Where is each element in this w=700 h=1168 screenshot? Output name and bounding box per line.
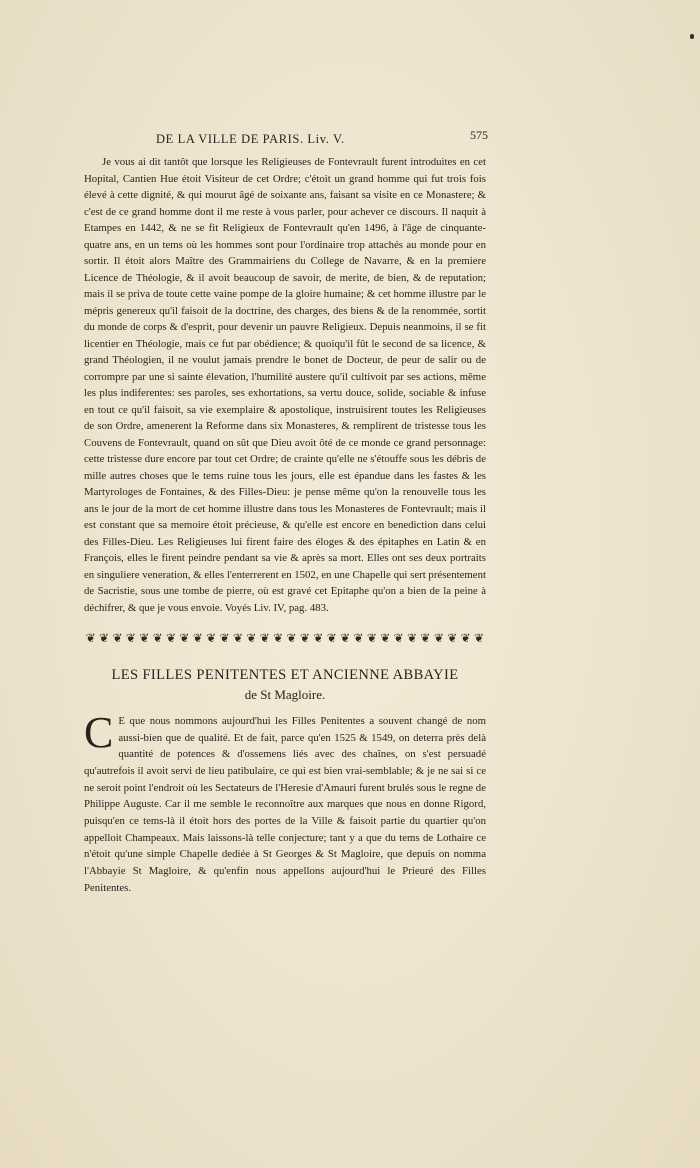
section-title: LES FILLES PENITENTES ET ANCIENNE ABBAYIE: [111, 666, 459, 683]
ornament-flourish-icon: ❦: [313, 630, 324, 645]
ornament-flourish-icon: ❦: [286, 630, 297, 645]
ornament-flourish-icon: ❦: [232, 630, 244, 645]
ornament-flourish-icon: ❦: [273, 630, 284, 645]
ornament-flourish-icon: ❦: [219, 630, 230, 645]
ornament-flourish-icon: ❦: [246, 630, 257, 645]
ornament-flourish-icon: ❦: [433, 630, 444, 645]
ornament-flourish-icon: ❦: [473, 630, 485, 645]
running-title: DE LA VILLE DE PARIS. Liv. V.: [156, 132, 345, 146]
ornament-flourish-icon: ❦: [166, 630, 177, 645]
ornament-flourish-icon: ❦: [85, 630, 96, 645]
ornament-flourish-icon: ❦: [420, 630, 431, 645]
document-page: [84, 128, 486, 897]
ornament-flourish-icon: ❦: [393, 630, 404, 645]
ornament-flourish-icon: ❦: [99, 630, 110, 645]
ornament-flourish-icon: ❦: [353, 630, 364, 645]
page-edge-mark: [690, 34, 694, 39]
drop-cap: C: [84, 707, 114, 757]
ornament-flourish-icon: ❦: [206, 630, 217, 645]
paragraph-filles-penitentes-text: E que nous nommons aujourd'hui les Filles Penitentes a souvent changé de nom aussi-bien que de qualité. Et de fait, parce qu'en 1525 & 1549, on deterra près delà quantité de potences & d'ossemens liés avec des chaînes, on s'est persuadé qu'autrefois il avoit servi de lieu patibulaire, ce qui est bien vrai-semblable; & je ne sai si ce ne seroit point l'endroit où les Sectateurs de l'Heresie d'Amauri furent brulés sous le regne de Philippe Auguste. Car il me semble le reconnoître aux marques que nous en donne Rigord, puisqu'en ce tems-là il étoit hors des portes de la Ville & faisoit partie du quartier qu'on appelloit Champeaux. Mais laissons-là telle conjecture; tant y a que du tems de Lothaire ce n'étoit qu'une simple Chapelle dediée à St Georges & St Magloire, que depuis on nomma l'Abbayie St Magloire, & qu'enfin nous appellons aujourd'hui le Prieuré des Filles Penitentes.: [84, 714, 486, 894]
decorative-ornament-band: [84, 627, 486, 649]
ornament-flourish-icon: ❦: [299, 630, 310, 645]
ornament-flourish-icon: ❦: [447, 630, 458, 645]
section-subtitle: de St Magloire.: [244, 686, 326, 702]
ornament-flourish-icon: ❦: [326, 630, 337, 645]
paragraph-filles-penitentes: [84, 707, 486, 897]
ornament-flourish-icon: ❦: [192, 630, 203, 645]
ornament-flourish-icon: ❦: [340, 630, 351, 645]
ornament-flourish-icon: ❦: [259, 630, 270, 645]
running-header: [84, 128, 486, 150]
ornament-flourish-icon: ❦: [139, 630, 150, 645]
ornament-flourish-icon: ❦: [179, 630, 190, 645]
ornament-flourish-icon: ❦: [380, 630, 391, 645]
ornament-flourish-icon: ❦: [460, 630, 471, 645]
ornament-flourish-icon: ❦: [366, 630, 377, 645]
ornament-flourish-icon: ❦: [407, 630, 418, 645]
page-number: 575: [470, 128, 488, 142]
ornament-flourish-icon: ❦: [152, 630, 163, 645]
ornament-flourish-icon: ❦: [125, 630, 136, 645]
paragraph-cantien-hue: Je vous ai dit tantôt que lorsque les Religieuses de Fontevrault furent introduites en cet Hopital, Cantien Hue étoit Visiteur de cet Ordre; c'étoit un grand homme qui fut trois fois élevé à cette dignité, & qui mourut âgé de soixante ans, faisant sa visite en ce Monastere; & c'est de ce grand homme dont il me reste à vous parler, pour achever ce discours. Il naquit à Etampes en 1442, & ne se fit Religieux de Fontevrault qu'en 1496, à l'âge de cinquante-quatre ans, en un tems où les hommes sont pour l'ordinaire trop attachés au monde pour en sortir. Il étoit alors Maître des Grammairiens du College de Navarre, & en la premiere Licence de Théologie, & il avoit beaucoup de savoir, de merite, de bien, & de reputation; mais il se priva de toute cette vaine pompe de la gloire humaine; & cet homme illustre par le mépris genereux qu'il faisoit de la doctrine, des charges, des biens & de la renommée, sortit du monde de corps & d'esprit, pour devenir un pauvre Religieux. Depuis neanmoins, il se fit licentier en Théologie, mais ce fut par obédience; & quoiqu'il fût le second de sa licence, & grand Théologien, il ne voulut jamais prendre le bonet de Docteur, de peur de salir ou de corrompre par une si sainte élevation, l'humilité austere qu'il cultivoit par ses actions, même les plus indiferentes: ses paroles, ses exhortations, sa vertu douce, solide, sociable & infuse en tout ce qu'il faisoit, sa vie exemplaire & apostolique, instruisirent toutes les Religieuses de son Ordre, amenerent la Reforme dans six Monasteres, & remplirent de tristesse tous les Couvens de Fontevrault, quand on sût que Dieu avoit ôté de ce monde ce grand personnage: cette tristesse dure encore par tout cet Ordre; de crainte qu'elle ne s'étouffe sous les débris de mille autres choses que le tems ruine tous les jours, elle est épandue dans les fastes & les Martyrologes de Fontaines, & des Filles-Dieu: je pense même qu'on la renouvelle tous les ans le jour de la mort de cet homme illustre dans tous les Monasteres de Fontevrault; mais il est constant que sa memoire étoit précieuse, & qu'elle est encore en benediction dans celui des Filles-Dieu. Les Religieuses lui firent faire des éloges & des épitaphes en Latin & en François, elles le firent peindre pendant sa vie & après sa mort. Elles ont ses deux portraits en singuliere veneration, & elles l'enterrerent en 1502, en une Chapelle qui sert présentement de Sacristie, sous une tombe de pierre, où est gravé cet Epitaphe qu'on a bien de la peine à déchifrer, & que je vous envoie. Voyés Liv. IV, pag. 483.: [84, 156, 486, 614]
ornament-flourish-icon: ❦: [112, 630, 123, 645]
